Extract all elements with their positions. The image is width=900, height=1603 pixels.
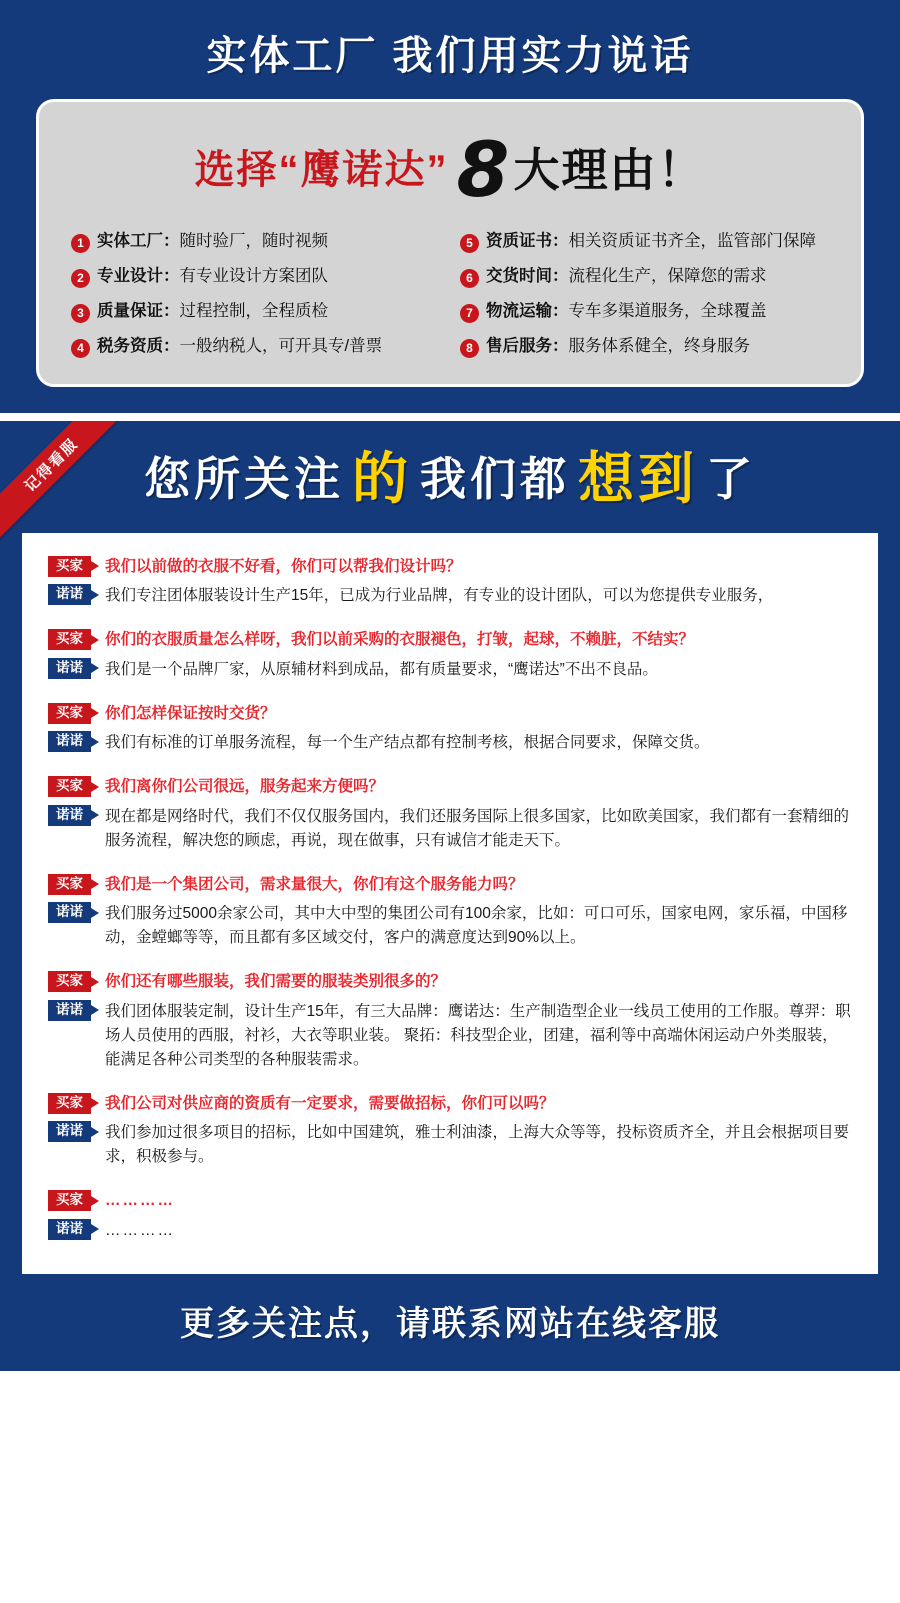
- question-line: [48, 775, 852, 798]
- answer-text: 我们参加过很多项目的招标，比如中国建筑，雅士利油漆，上海大众等等，投标资质齐全，并且会根据项目要求，积极参与。: [105, 1124, 850, 1166]
- faq-heading-part-2: 的: [352, 447, 412, 510]
- reason-label: 交货时间：: [486, 267, 569, 285]
- buyer-tag: [48, 971, 91, 992]
- faq-card: [22, 533, 878, 1274]
- buyer-tag-label: 买家: [56, 631, 83, 647]
- question-text: 我们公司对供应商的资质有一定要求，需要做招标，你们可以吗？: [105, 1094, 555, 1112]
- qa-block: [48, 1092, 852, 1170]
- question-line: [48, 555, 852, 578]
- reason-label: 资质证书：: [486, 232, 569, 250]
- faq-heading: [0, 421, 900, 533]
- reason-item: [460, 302, 831, 323]
- buyer-tag: [48, 629, 91, 650]
- reason-text: 随时验厂，随时视频: [179, 232, 328, 250]
- answer-tag: [48, 1000, 91, 1021]
- reason-number-badge: 3: [71, 304, 90, 323]
- reasons-section: [0, 0, 900, 413]
- reason-text: 相关资质证书齐全，监管部门保障: [568, 232, 816, 250]
- question-text: 我们以前做的衣服不好看，你们可以帮我们设计吗？: [105, 558, 462, 575]
- reasons-grid: [65, 226, 835, 358]
- section-divider: [0, 413, 900, 421]
- question-line: [48, 873, 852, 896]
- question-line: [48, 628, 852, 651]
- answer-line: [48, 583, 852, 608]
- buyer-tag: [48, 1190, 91, 1211]
- question-text: …………: [105, 1192, 175, 1210]
- question-line: [48, 1189, 852, 1212]
- question-text: 我们是一个集团公司，需求量很大，你们有这个服务能力吗？: [105, 875, 524, 893]
- answer-tag-label: 诺诺: [56, 1123, 83, 1139]
- question-line: [48, 970, 852, 993]
- reason-item: [71, 267, 442, 288]
- question-line: [48, 1092, 852, 1115]
- qa-block: [48, 628, 852, 681]
- faq-heading-part-3: 我们都: [420, 453, 570, 505]
- buyer-tag-label: 买家: [56, 704, 83, 720]
- reason-item: [71, 337, 442, 358]
- faq-heading-part-4: 想到: [578, 447, 698, 510]
- answer-tag-label: 诺诺: [56, 659, 83, 675]
- answer-tag: [48, 1219, 91, 1240]
- answer-line: [48, 657, 852, 682]
- reason-text: 过程控制，全程质检: [179, 302, 328, 320]
- reason-item: [71, 232, 442, 253]
- reason-label: 专业设计：: [97, 267, 180, 285]
- faq-footer-text: 更多关注点，请联系网站在线客服: [180, 1304, 720, 1343]
- reason-item: [460, 232, 831, 253]
- answer-line: [48, 1218, 852, 1243]
- answer-text: 我们专注团体服装设计生产15年，已成为行业品牌，有专业的设计团队，可以为您提供专业服务，: [105, 587, 774, 605]
- question-text: 你们怎样保证按时交货？: [105, 704, 276, 722]
- answer-text: 我们是一个品牌厂家，从原辅材料到成品，都有质量要求，“鹰诺达”不出不良品。: [105, 660, 658, 678]
- answer-tag: [48, 584, 91, 605]
- answer-text: …………: [105, 1221, 175, 1239]
- reason-number-badge: 5: [460, 234, 479, 253]
- answer-tag-label: 诺诺: [56, 733, 83, 749]
- reason-text: 专车多渠道服务，全球覆盖: [568, 302, 767, 320]
- answer-tag-label: 诺诺: [56, 1220, 83, 1236]
- qa-block: [48, 1189, 852, 1242]
- question-text: 你们还有哪些服装，我们需要的服装类别很多的？: [105, 973, 447, 991]
- question-text: 你们的衣服质量怎么样呀，我们以前采购的衣服褪色，打皱，起球，不赖脏，不结实？: [105, 631, 695, 649]
- qa-block: [48, 702, 852, 755]
- reason-number-badge: 7: [460, 304, 479, 323]
- faq-heading-part-1: 您所关注: [144, 453, 344, 505]
- buyer-tag-label: 买家: [56, 778, 83, 794]
- buyer-tag-label: 买家: [56, 875, 83, 891]
- reason-item: [460, 267, 831, 288]
- buyer-tag: [48, 874, 91, 895]
- faq-section: [0, 421, 900, 1371]
- reason-item: [71, 302, 442, 323]
- answer-line: [48, 804, 852, 853]
- reason-label: 实体工厂：: [97, 232, 180, 250]
- answer-tag-label: 诺诺: [56, 806, 83, 822]
- answer-tag-label: 诺诺: [56, 1001, 83, 1017]
- qa-block: [48, 555, 852, 608]
- reason-text: 流程化生产，保障您的需求: [568, 267, 767, 285]
- answer-text: 我们有标准的订单服务流程，每一个生产结点都有控制考核，根据合同要求，保障交货。: [105, 734, 710, 752]
- reasons-title-prefix: 选择“鹰诺达”: [194, 148, 449, 192]
- buyer-tag-label: 买家: [56, 558, 83, 573]
- reasons-title: [65, 122, 835, 226]
- answer-tag: [48, 658, 91, 679]
- reason-number-badge: 6: [460, 269, 479, 288]
- reasons-title-suffix: 大理由！: [513, 144, 706, 196]
- answer-text: 现在都是网络时代，我们不仅仅服务国内，我们还服务国际上很多国家，比如欧美国家，我们都有一套精细的服务流程，解决您的顾虑，再说，现在做事，只有诚信才能走天下。: [105, 807, 850, 849]
- buyer-tag: [48, 1093, 91, 1114]
- buyer-tag: [48, 556, 91, 577]
- answer-line: [48, 1120, 852, 1169]
- answer-tag: [48, 1121, 91, 1142]
- question-text: 我们离你们公司很远，服务起来方便吗？: [105, 778, 385, 796]
- reason-number-badge: 2: [71, 269, 90, 288]
- reason-text: 服务体系健全，终身服务: [568, 337, 750, 355]
- reason-text: 有专业设计方案团队: [179, 267, 328, 285]
- top-banner-text: 实体工厂 我们用实力说话: [206, 34, 694, 78]
- answer-line: [48, 901, 852, 950]
- qa-block: [48, 775, 852, 853]
- buyer-tag-label: 买家: [56, 973, 83, 989]
- reason-number-badge: 1: [71, 234, 90, 253]
- qa-block: [48, 873, 852, 951]
- answer-tag-label: 诺诺: [56, 586, 83, 602]
- answer-tag-label: 诺诺: [56, 904, 83, 920]
- reason-text: 一般纳税人，可开具专/普票: [179, 337, 383, 355]
- faq-heading-part-5: 了: [706, 453, 756, 505]
- buyer-tag: [48, 776, 91, 797]
- reason-number-badge: 8: [460, 339, 479, 358]
- buyer-tag-label: 买家: [56, 1094, 83, 1110]
- corner-ribbon-label: 记得看服: [0, 421, 129, 541]
- buyer-tag: [48, 703, 91, 724]
- answer-line: [48, 730, 852, 755]
- reason-item: [460, 337, 831, 358]
- answer-line: [48, 999, 852, 1072]
- answer-tag: [48, 805, 91, 826]
- answer-text: 我们团体服装定制，设计生产15年，有三大品牌：鹰诺达：生产制造型企业一线员工使用的工作服。尊羿：职场人员使用的西服，衬衫，大衣等职业装。 聚拓：科技型企业，团建，福利等中高端休闲运动户外类服装，能满足各种公司类型的各种服装需求。: [105, 1002, 851, 1068]
- answer-text: 我们服务过5000余家公司，其中大中型的集团公司有100余家，比如：可口可乐，国家电网，家乐福，中国移动，金螳螂等等，而且都有多区域交付，客户的满意度达到90%以上。: [105, 905, 848, 947]
- reason-label: 税务资质：: [97, 337, 180, 355]
- reason-label: 质量保证：: [97, 302, 180, 320]
- reason-label: 售后服务：: [486, 337, 569, 355]
- buyer-tag-label: 买家: [56, 1192, 83, 1208]
- answer-tag: [48, 902, 91, 923]
- reasons-title-number: 8: [456, 125, 510, 214]
- reason-label: 物流运输：: [486, 302, 569, 320]
- answer-tag: [48, 731, 91, 752]
- reason-number-badge: 4: [71, 339, 90, 358]
- reasons-card: [36, 99, 864, 387]
- qa-block: [48, 970, 852, 1072]
- question-line: [48, 702, 852, 725]
